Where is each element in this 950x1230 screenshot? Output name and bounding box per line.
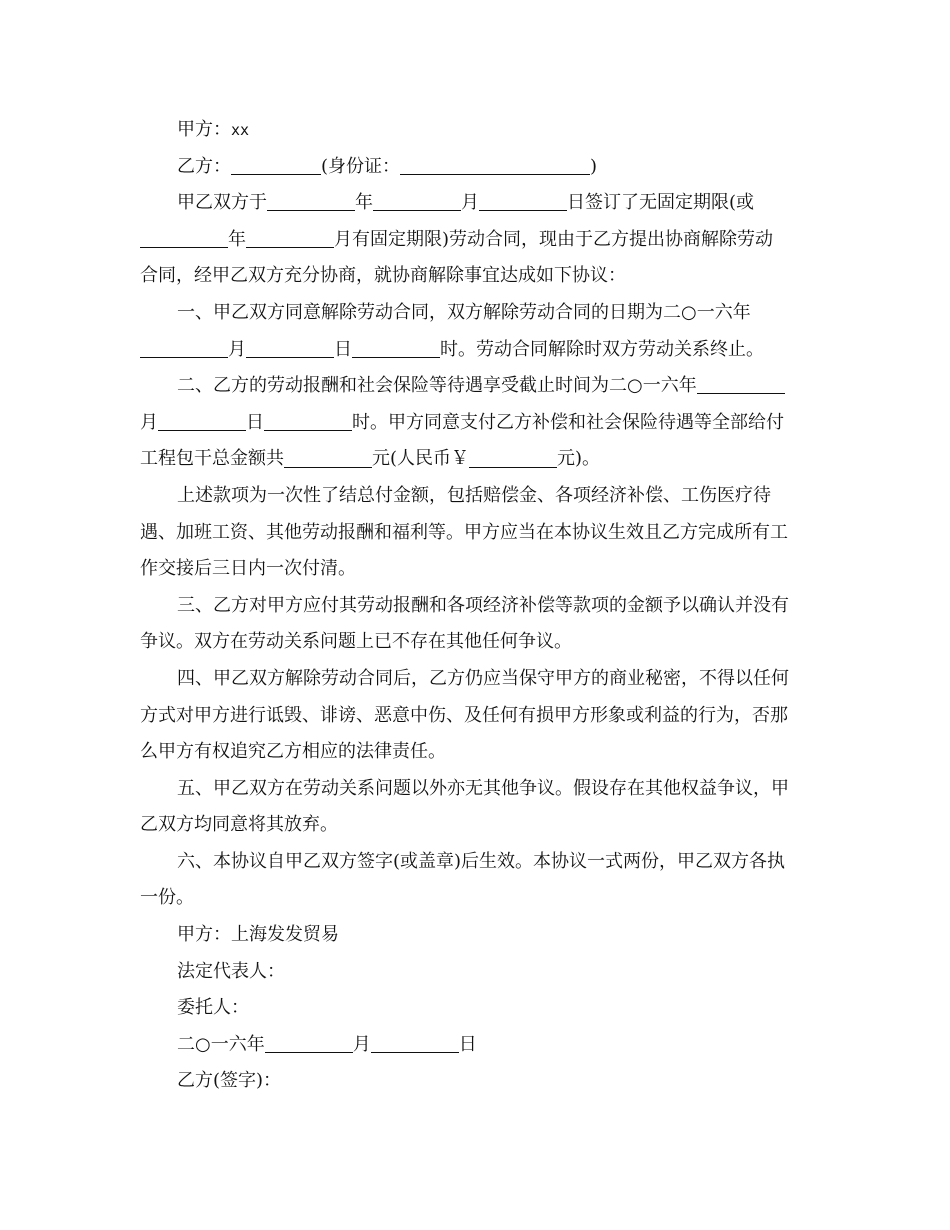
clause-2: [140, 368, 810, 478]
clause-2-line-3: [140, 441, 810, 478]
clause-4: [140, 661, 810, 771]
preamble-line-1: [140, 185, 810, 222]
party-b-id-open: (身份证：: [321, 155, 401, 177]
blank: [264, 411, 352, 431]
blank: [284, 448, 372, 468]
preamble-text-b: 年: [355, 192, 373, 214]
clause-4-line-1: 四、甲乙双方解除劳动合同后，乙方仍应当保守甲方的商业秘密，不得以任何: [177, 667, 789, 689]
signature-legal-rep: 法定代表人：: [177, 960, 285, 982]
preamble-paragraph: [140, 185, 810, 295]
preamble-text-c: 月: [461, 192, 479, 214]
date-year: 二○一六年: [177, 1033, 265, 1055]
blank: [265, 1033, 353, 1053]
blank: [697, 375, 785, 395]
blank: [469, 448, 557, 468]
preamble-text-d: 日签订了无固定期限(或: [567, 192, 755, 214]
blank: [140, 338, 228, 358]
blank: [246, 338, 334, 358]
signature-party-b: 乙方(签字)：: [177, 1070, 282, 1092]
clause-2-note-line-2: 遇、加班工资、其他劳动报酬和福利等。甲方应当在本协议生效且乙方完成所有工: [140, 521, 788, 543]
clause-1-text-c: 日: [334, 338, 352, 360]
party-a-value: xx: [231, 121, 250, 139]
preamble-text-e: 年: [228, 228, 246, 250]
clause-6: [140, 844, 810, 917]
clause-4-line-3: 么甲方有权追究乙方相应的法律责任。: [140, 741, 446, 763]
clause-2-text-d: 时。甲方同意支付乙方补偿和社会保险待遇等全部给付: [352, 411, 784, 433]
clause-1-line-2: [140, 332, 810, 369]
clause-6-line-2: 一份。: [140, 887, 194, 909]
clause-4-line-2: 方式对甲方进行诋毁、诽谤、恶意中伤、及任何有损甲方形象或利益的行为，否那: [140, 704, 788, 726]
clause-2-text-a: 二、乙方的劳动报酬和社会保险等待遇享受截止时间为二○一六年: [177, 375, 697, 397]
party-a-header: [140, 112, 810, 149]
clause-1: [140, 295, 810, 368]
signature-party-a: 甲方：上海发发贸易: [177, 924, 339, 946]
clause-3-line-1: 三、乙方对甲方应付其劳动报酬和各项经济补偿等款项的金额予以确认并没有: [177, 594, 789, 616]
preamble-line-3: 合同，经甲乙双方充分协商，就协商解除事宜达成如下协议：: [140, 265, 626, 287]
signature-agent: 委托人：: [177, 997, 249, 1019]
blank: [158, 411, 246, 431]
contract-document: [140, 112, 810, 1100]
blank: [373, 192, 461, 212]
clause-1-line-1: 一、甲乙双方同意解除劳动合同，双方解除劳动合同的日期为二○一六年: [177, 301, 751, 323]
clause-6-line-1: 六、本协议自甲乙双方签字(或盖章)后生效。本协议一式两份，甲乙双方各执: [177, 850, 786, 872]
preamble-text-a: 甲乙双方于: [177, 192, 267, 214]
party-b-label: 乙方：: [177, 155, 231, 177]
clause-2-text-e: 工程包干总金额共: [140, 448, 284, 470]
clause-5: [140, 771, 810, 844]
signature-date: [140, 1027, 810, 1064]
clause-5-line-2: 乙双方均同意将其放弃。: [140, 814, 338, 836]
blank: [352, 338, 440, 358]
clause-3: [140, 588, 810, 661]
clause-2-text-b: 月: [140, 411, 158, 433]
date-month: 月: [352, 1033, 371, 1055]
clause-2-line-1: [140, 368, 810, 405]
blank: [479, 192, 567, 212]
clause-2-line-2: [140, 405, 810, 442]
clause-2-text-c: 日: [246, 411, 264, 433]
party-b-id-blank: [400, 155, 590, 175]
date-day: 日: [458, 1033, 477, 1055]
party-b-id-close: ): [590, 155, 598, 177]
clause-1-text-b: 月: [228, 338, 246, 360]
party-b-header: [140, 149, 810, 186]
clause-2-note-line-1: 上述款项为一次性了结总付金额，包括赔偿金、各项经济补偿、工伤医疗待: [177, 484, 771, 506]
clause-5-line-1: 五、甲乙双方在劳动关系问题以外亦无其他争议。假设存在其他权益争议，甲: [177, 777, 789, 799]
blank: [267, 192, 355, 212]
clause-3-line-2: 争议。双方在劳动关系问题上已不存在其他任何争议。: [140, 631, 572, 653]
blank: [371, 1033, 459, 1053]
preamble-text-f: 月有固定期限)劳动合同，现由于乙方提出协商解除劳动: [334, 228, 774, 250]
preamble-line-2: [140, 222, 810, 259]
clause-1-text-d: 时。劳动合同解除时双方劳动关系终止。: [440, 338, 764, 360]
clause-2-note-line-3: 作交接后三日内一次付清。: [140, 558, 356, 580]
clause-2-text-g: 元)。: [557, 448, 601, 470]
party-b-name-blank: [231, 155, 321, 175]
party-a-label: 甲方：: [177, 119, 231, 140]
clause-2-text-f: 元(人民币￥: [372, 448, 470, 470]
clause-2-note: [140, 478, 810, 588]
blank: [246, 228, 334, 248]
blank: [140, 228, 228, 248]
